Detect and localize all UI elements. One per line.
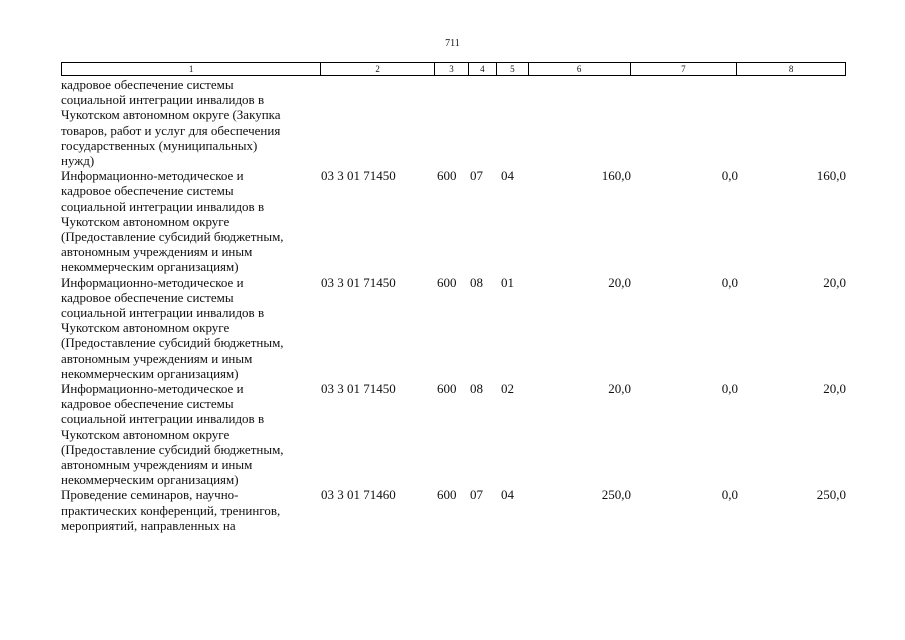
row-col-5: 04 xyxy=(501,487,514,503)
row-code: 03 3 01 71450 xyxy=(321,381,396,397)
row-col-7: 0,0 xyxy=(721,381,738,397)
row-col-3: 600 xyxy=(437,168,457,184)
row-col-8: 20,0 xyxy=(823,381,846,397)
row-col-6: 20,0 xyxy=(608,274,631,290)
row-col-7: 0,0 xyxy=(721,274,738,290)
table-row xyxy=(61,275,846,381)
row-description: Проведение семинаров, научно- практических конференций, тренингов, мероприятий, направленных на xyxy=(61,487,281,533)
row-description: кадровое обеспечение системы социальной интеграции инвалидов в Чукотском автономном округе (Закупка товаров, работ и услуг для обеспечения государственных (муниципальных) нужд) xyxy=(61,77,281,169)
row-col-4: 07 xyxy=(470,168,483,184)
row-col-3: 600 xyxy=(437,274,457,290)
row-col-4: 07 xyxy=(470,487,483,503)
table-body xyxy=(61,77,846,533)
table-row xyxy=(61,487,846,533)
page-number: 711 xyxy=(445,38,460,49)
row-code: 03 3 01 71460 xyxy=(321,487,396,503)
table-header xyxy=(61,62,846,76)
row-col-5: 02 xyxy=(501,381,514,397)
header-col-7: 7 xyxy=(631,63,738,75)
row-col-3: 600 xyxy=(437,381,457,397)
row-col-7: 0,0 xyxy=(721,168,738,184)
row-col-8: 250,0 xyxy=(816,487,846,503)
row-col-8: 20,0 xyxy=(823,274,846,290)
row-col-3: 600 xyxy=(437,487,457,503)
header-col-3: 3 xyxy=(435,63,469,75)
row-description: Информационно-методическое и кадровое обеспечение системы социальной интеграции инвалидов в Чукотском автономном округе (Предоставление субсидий бюджетным, автономным учреждениям и иным некоммерческим организациям) xyxy=(61,168,284,275)
row-description: Информационно-методическое и кадровое обеспечение системы социальной интеграции инвалидов в Чукотском автономном округе (Предоставление субсидий бюджетным, автономным учреждениям и иным некоммерческим организациям) xyxy=(61,274,284,381)
header-col-6: 6 xyxy=(529,63,631,75)
row-col-4: 08 xyxy=(470,381,483,397)
row-col-7: 0,0 xyxy=(721,487,738,503)
header-col-1: 1 xyxy=(62,63,321,75)
row-col-4: 08 xyxy=(470,274,483,290)
table-row xyxy=(61,77,846,168)
row-description: Информационно-методическое и кадровое обеспечение системы социальной интеграции инвалидов в Чукотском автономном округе (Предоставление субсидий бюджетным, автономным учреждениям и иным некоммерческим организациям) xyxy=(61,381,284,488)
header-col-4: 4 xyxy=(469,63,497,75)
row-col-8: 160,0 xyxy=(816,168,846,184)
row-col-6: 20,0 xyxy=(608,381,631,397)
header-col-8: 8 xyxy=(788,64,794,74)
row-code: 03 3 01 71450 xyxy=(321,168,396,184)
row-col-5: 01 xyxy=(501,274,514,290)
row-col-6: 160,0 xyxy=(601,168,631,184)
header-col-2: 2 xyxy=(321,63,435,75)
header-col-5: 5 xyxy=(497,63,529,75)
row-col-5: 04 xyxy=(501,168,514,184)
table-row xyxy=(61,381,846,487)
row-col-6: 250,0 xyxy=(601,487,631,503)
row-code: 03 3 01 71450 xyxy=(321,274,396,290)
table-row xyxy=(61,168,846,274)
